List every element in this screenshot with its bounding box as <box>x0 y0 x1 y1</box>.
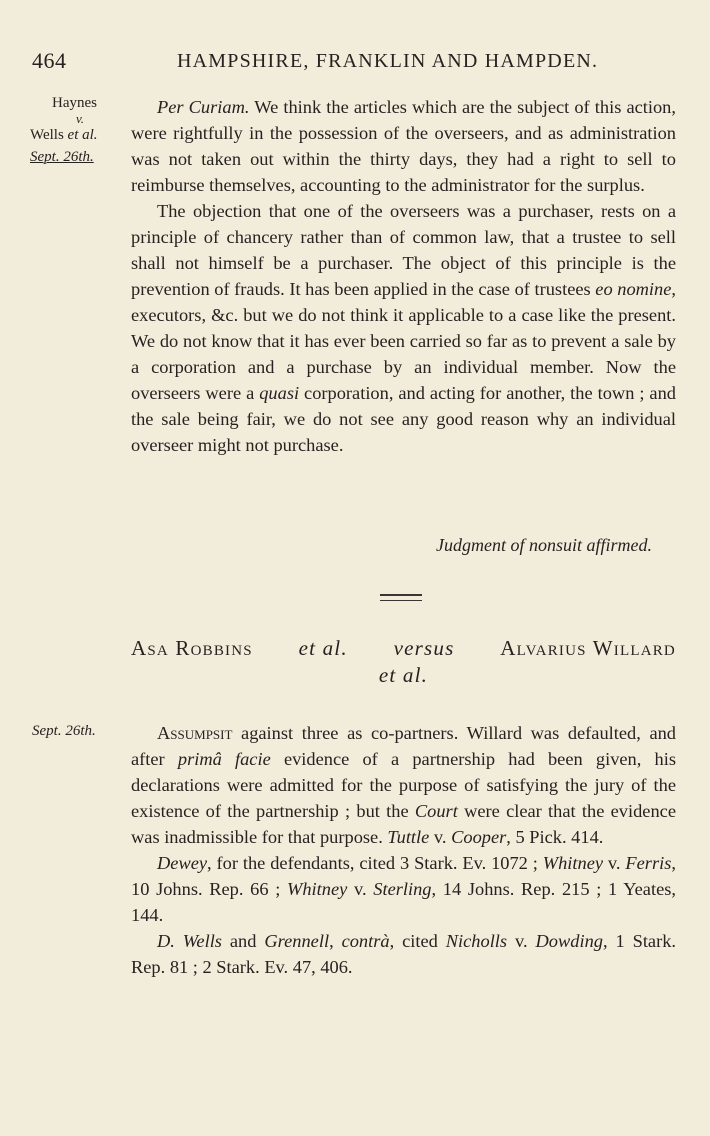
margin-note-case-1 <box>30 92 124 168</box>
citation-sterling: Sterling <box>373 879 432 899</box>
opinion-p2-b: , executors, &c. but we do not think it applicable to a case like the present. We do not know that it has ever been carried so far as to prevent a sale by a corporation and a purchase by an individual member. Now the overseers were a <box>131 279 676 403</box>
case-report-text <box>131 720 676 980</box>
plaintiff-name: Asa Robbins <box>131 636 253 660</box>
citation-whitney-1: Whitney <box>542 853 604 873</box>
case-title <box>131 636 676 688</box>
margin-party-2 <box>30 124 124 146</box>
counsel-grennell: Grennell <box>264 931 330 951</box>
margin-date-2: Sept. 26th. <box>32 723 96 739</box>
running-head: HAMPSHIRE, FRANKLIN AND HAMPDEN. <box>177 50 599 72</box>
report-p2-d: v. <box>347 879 374 899</box>
report-p1-v: v. <box>429 827 452 847</box>
citation-dowding: Dowding <box>535 931 603 951</box>
margin-date-1: Sept. 26th. <box>30 149 94 165</box>
margin-party-1: Haynes <box>52 95 97 111</box>
counsel-wells: D. Wells <box>157 931 222 951</box>
page-header <box>32 48 670 80</box>
case-title-line-1 <box>131 636 676 661</box>
report-p1-a: against three as co-partners. Willard was defaulted, and after <box>131 723 676 769</box>
report-p2-e: , 14 Johns. Rep. 215 ; 1 Yeates, 144. <box>131 879 676 925</box>
report-p3-b: , <box>329 931 342 951</box>
margin-versus: v. <box>76 111 85 126</box>
judgment-line: Judgment of nonsuit affirmed. <box>436 535 652 555</box>
margin-party-2-suffix: et al. <box>67 127 98 143</box>
prima-facie: primâ facie <box>177 749 271 769</box>
report-p1-b: evidence of a partnership had been given, his declarations were admitted for the purpose of satisfying the jury of the existence of the partnership ; but the <box>131 749 677 821</box>
report-paragraph-3 <box>131 928 676 980</box>
report-paragraph-1 <box>131 720 676 850</box>
citation-nicholls: Nicholls <box>445 931 508 951</box>
citation-whitney-2: Whitney <box>287 879 348 899</box>
defendant-name: Alvarius Willard <box>500 636 676 660</box>
opinion-p2-c: corporation, and acting for another, the town ; and the sale being fair, we do not see any good reason why an individual overseer might not purchase. <box>131 383 676 455</box>
court: Court <box>414 801 458 821</box>
report-p3-a: and <box>221 931 265 951</box>
versus: versus <box>393 636 455 660</box>
report-p1-c: were clear that the evidence was inadmissible for that purpose. <box>131 801 676 847</box>
report-paragraph-2 <box>131 850 676 928</box>
page-number: 464 <box>32 48 67 73</box>
per-curiam: Per Curiam. <box>157 97 250 117</box>
et-al-2: et al. <box>378 663 429 687</box>
report-p1-d: , 5 Pick. 414. <box>506 827 604 847</box>
citation-ferris: Ferris <box>625 853 672 873</box>
report-p3-c: , cited <box>389 931 446 951</box>
citation-tuttle: Tuttle <box>387 827 430 847</box>
opinion-p1-text: We think the articles which are the subject of this action, were rightfully in the possession of the overseers, and as administration was not taken out within the thirty days, they had a right to sell to reimburse themselves, accounting to the administrator for the surplus. <box>131 97 676 195</box>
et-al-1: et al. <box>298 636 348 660</box>
section-divider <box>380 594 422 601</box>
assumpsit: Assumpsit <box>157 723 233 743</box>
report-p2-c: , 10 Johns. Rep. 66 ; <box>131 853 676 899</box>
opinion-text <box>131 94 676 458</box>
opinion-paragraph-2 <box>131 198 676 458</box>
citation-cooper: Cooper <box>451 827 507 847</box>
report-p3-e: , 1 Stark. Rep. 81 ; 2 Stark. Ev. 47, 406. <box>131 931 677 977</box>
opinion-p2-a: The objection that one of the overseers was a purchaser, rests on a principle of chancery rather than of common law, that a trustee to sell shall not himself be a purchaser. The object of this principle is the prevention of frauds. It has been applied in the case of trustees <box>131 201 676 299</box>
margin-party-2-name: Wells <box>30 127 64 143</box>
opinion-paragraph-1 <box>131 94 676 198</box>
eo-nomine: eo nomine <box>595 279 672 299</box>
contra: contrà <box>341 931 390 951</box>
counsel-dewey: Dewey <box>157 853 208 873</box>
quasi: quasi <box>259 383 300 403</box>
report-p2-a: , for the defendants, cited 3 Stark. Ev. 1072 ; <box>207 853 543 873</box>
report-p2-b: v. <box>603 853 626 873</box>
report-p3-d: v. <box>507 931 536 951</box>
